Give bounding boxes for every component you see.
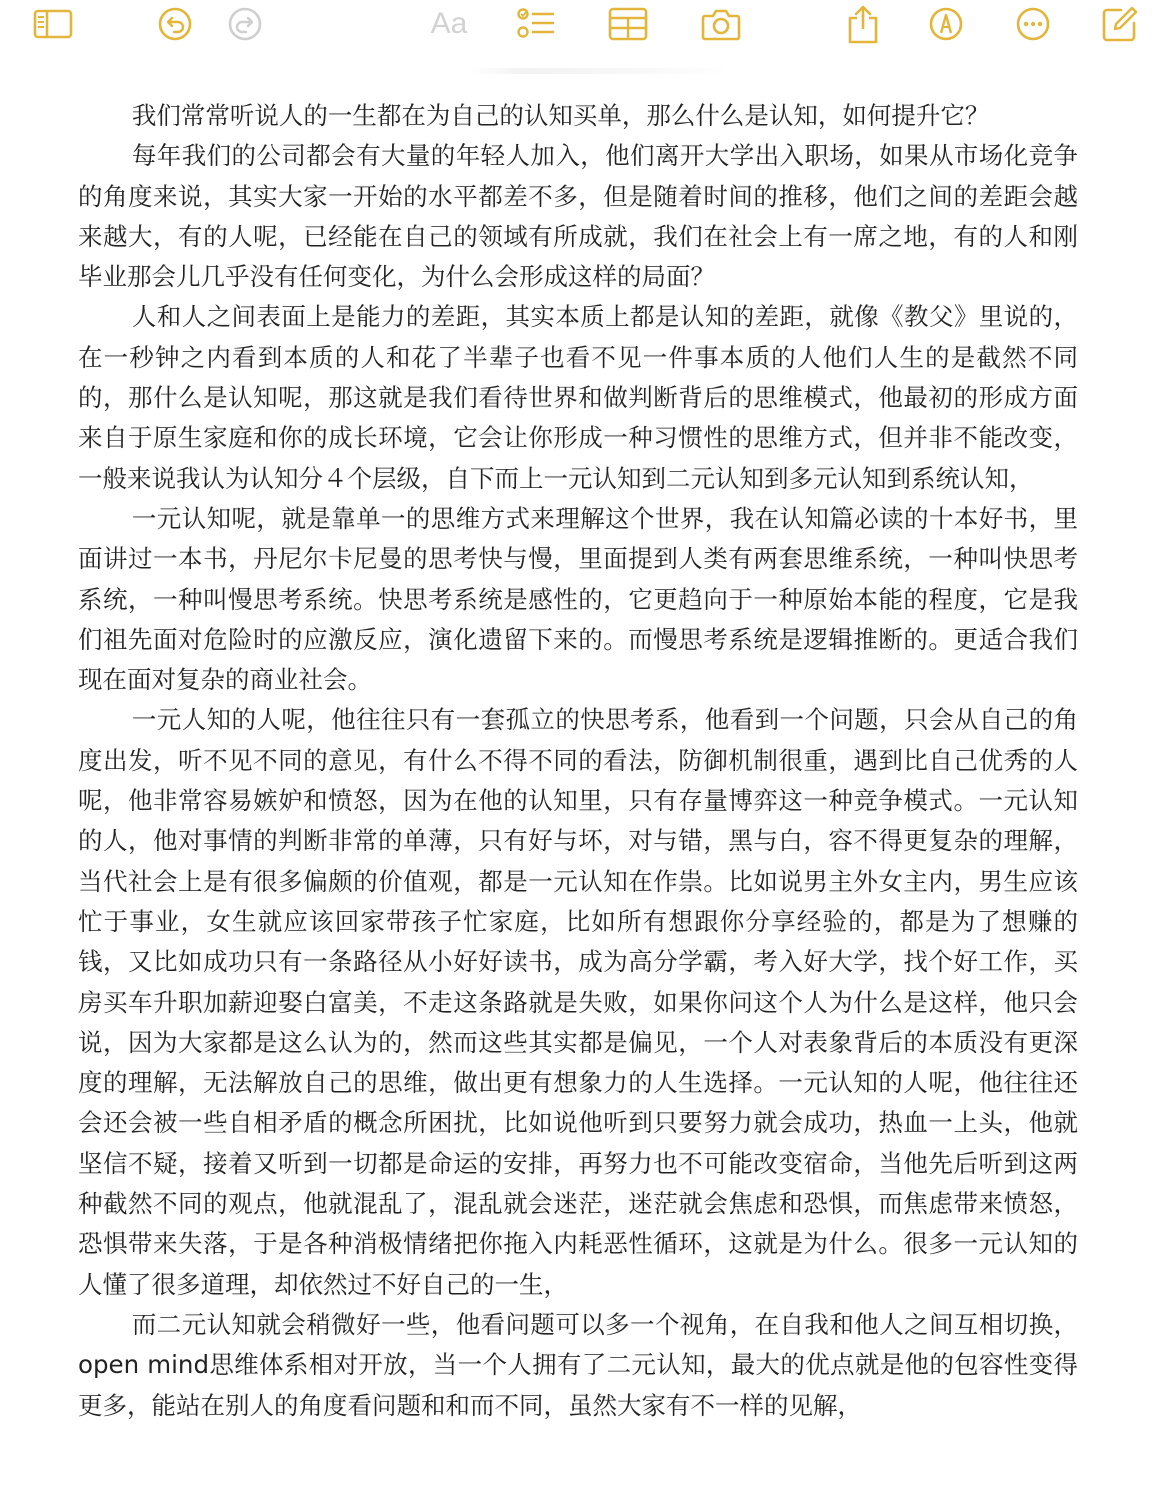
redo-icon [227, 6, 263, 42]
camera-button[interactable] [701, 4, 741, 44]
markup-button[interactable] [926, 4, 966, 44]
markup-icon [928, 6, 964, 42]
note-paragraph: 一元人知的人呢，他往往只有一套孤立的快思考系，他看到一个问题，只会从自己的角度出发，听不见不同的意见，有什么不得不同的看法，防御机制很重，遇到比自己优秀的人呢，他非常容易嫉妒和愤怒，因为在他的认知里，只有存量博弈这一种竞争模式。一元认知的人，他对事情的判断非常的单薄，只有好与坏，对与错，黑与白，容不得更复杂的理解，当代社会上是有很多偏颇的价值观，都是一元认知在作祟。比如说男主外女主内，男生应该忙于事业，女生就应该回家带孩子忙家庭，比如所有想跟你分享经验的，都是为了想赚的钱，又比如成功只有一条路径从小好好读书，成为高分学霸，考入好大学，找个好工作，买房买车升职加薪迎娶白富美，不走这条路就是失败，如果你问这个人为什么是这样，他只会说，因为大家都是这么认为的，然而这些其实都是偏见，一个人对表象背后的本质没有更深度的理解，无法解放自己的思维，做出更有想象力的人生选择。一元认知的人呢，他往往还会还会被一些自相矛盾的概念所困扰，比如说他听到只要努力就会成功，热血一上头，他就坚信不疑，接着又听到一切都是命运的安排，再努力也不可能改变宿命，当他先后听到这两种截然不同的观点，他就混乱了，混乱就会迷茫，迷茫就会焦虑和恐惧，而焦虑带来愤怒，恐惧带来失落，于是各种消极情绪把你拖入内耗恶性循环，这就是为什么。很多一元认知的人懂了很多道理，却依然过不好自己的一生， [78, 705, 1078, 1299]
redo-button[interactable] [225, 4, 265, 44]
undo-icon [157, 6, 193, 42]
bottom-fade [0, 1475, 1170, 1509]
share-icon [845, 4, 881, 44]
undo-button[interactable] [155, 4, 195, 44]
format-icon: Aa [430, 7, 468, 40]
note-paragraph: 我们常常听说人的一生都在为自己的认知买单，那么什么是认知，如何提升它？ [131, 101, 990, 130]
sidebar-icon [33, 9, 73, 39]
compose-icon [1101, 5, 1139, 43]
sidebar-toggle-button[interactable] [33, 4, 73, 44]
table-icon [608, 7, 648, 41]
notes-toolbar [0, 0, 1170, 48]
more-icon [1015, 6, 1051, 42]
note-body[interactable] [78, 96, 1078, 1426]
note-paragraph: 每年我们的公司都会有大量的年轻人加入，他们离开大学出入职场，如果从市场化竞争的角度来说，其实大家一开始的水平都差不多，但是随着时间的推移，他们之间的差距会越来越大，有的人呢，已经能在自己的领域有所成就，我们在社会上有一席之地，有的人和刚毕业那会儿几乎没有任何变化，为什么会形成这样的局面？ [78, 141, 1078, 292]
note-paragraph: 而二元认知就会稍微好一些，他看问题可以多一个视角，在自我和他人之间互相切换，open mind思维体系相对开放，当一个人拥有了二元认知，最大的优点就是他的包容性变得更多，能站在别人的角度看问题和和而不同，虽然大家有不一样的见解， [78, 1309, 1078, 1420]
more-button[interactable] [1013, 4, 1053, 44]
faint-scan-mark [470, 68, 730, 74]
table-button[interactable] [608, 4, 648, 44]
note-paragraph: 一元认知呢，就是靠单一的思维方式来理解这个世界，我在认知篇必读的十本好书，里面讲过一本书，丹尼尔卡尼曼的思考快与慢，里面提到人类有两套思维系统，一种叫快思考系统，一种叫慢思考系统。快思考系统是感性的，它更趋向于一种原始本能的程度，它是我们祖先面对危险时的应激反应，演化遗留下来的。而慢思考系统是逻辑推断的。更适合我们现在面对复杂的商业社会。 [78, 503, 1078, 695]
note-paragraph: 人和人之间表面上是能力的差距，其实本质上都是认知的差距，就像《教父》里说的，在一秒钟之内看到本质的人和花了半辈子也看不见一件事本质的人他们人生的是截然不同的，那什么是认知呢，那这就是我们看待世界和做判断背后的思维模式，他最初的形成方面来自于原生家庭和你的成长环境，它会让你形成一种习惯性的思维方式，但并非不能改变，一般来说我认为认知分４个层级，自下而上一元认知到二元认知到多元认知到系统认知， [78, 302, 1078, 493]
camera-icon [701, 7, 741, 41]
checklist-button[interactable] [516, 4, 556, 44]
format-button[interactable] [425, 4, 473, 44]
checklist-icon [516, 6, 556, 42]
compose-button[interactable] [1100, 4, 1140, 44]
share-button[interactable] [843, 4, 883, 44]
